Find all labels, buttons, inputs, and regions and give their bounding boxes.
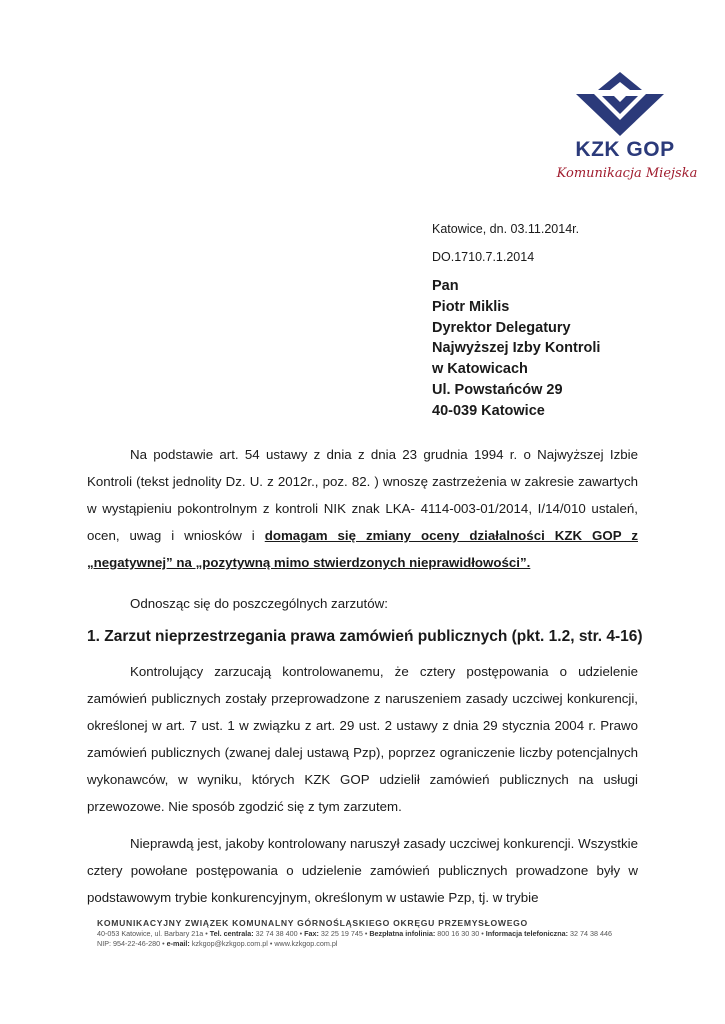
- recipient-line: Ul. Powstańców 29: [432, 381, 563, 398]
- logo-tagline: Komunikacja Miejska: [556, 166, 698, 181]
- footer-hotline: 800 16 30 30: [437, 929, 480, 938]
- footer-fax: 32 25 19 745: [320, 929, 363, 938]
- footer-info-label: Informacja telefoniczna:: [485, 929, 569, 938]
- intro-text: Na podstawie art. 54 ustawy z dnia z dnia 23 grudnia 1994 r. o Najwyższej Izbie Kontroli (tekst jednolity Dz. U. z 2012r., poz. 82. ) wnoszę zastrzeżenia w zakresie zawartych w wystąpieniu pokontrolnym z kontroli NIK znak LKA- 4114-003-01/2014, I/14/010 ustaleń, ocen, uwag i wniosków i: [87, 447, 638, 543]
- paragraph-1-text: Kontrolujący zarzucają kontrolowanemu, że cztery postępowania o udzielenie zamówień publicznych zostały przeprowadzone z naruszeniem zasady uczciwej konkurencji, określonej w art. 7 ust. 1 w związku z art. 29 ust. 2 ustawy z dnia 29 stycznia 2004 r. Prawo zamówień publicznych (zwanej dalej ustawą Pzp), poprzez ograniczenie liczby potencjalnych wykonawców, w wyniku, których KZK GOP udzielił zamówień publicznych na usługi przewozowe. Nie sposób zgodzić się z tym zarzutem.: [87, 664, 638, 814]
- kzk-gop-logo-mark-icon: [572, 72, 668, 136]
- section-heading: 1. Zarzut nieprzestrzegania prawa zamówień publicznych (pkt. 1.2, str. 4-16): [87, 628, 643, 645]
- footer-address: 40-053 Katowice, ul. Barbary 21a: [97, 929, 204, 938]
- paragraph-2-text: Nieprawdą jest, jakoby kontrolowany naruszył zasady uczciwej konkurencji. Wszystkie cztery powołane postępowania o udzielenie zamówień publicznych prowadzone były w podstawowym trybie konkurencyjnym, określonym w ustawie Pzp, tj. w trybie: [87, 836, 638, 905]
- transition-text: Odnosząc się do poszczególnych zarzutów:: [130, 596, 388, 611]
- footer-nip: NIP: 954-22-46-280: [97, 939, 161, 948]
- footer-org-name: KOMUNIKACYJNY ZWIĄZEK KOMUNALNY GÓRNOŚLĄSKIEGO OKRĘGU PRZEMYSŁOWEGO: [97, 918, 528, 928]
- logo-name: KZK GOP: [575, 138, 675, 161]
- footer-hotline-label: Bezpłatna infolinia:: [369, 929, 436, 938]
- footer-website[interactable]: www.kzkgop.com.pl: [274, 939, 338, 948]
- transition-paragraph: [87, 590, 638, 617]
- recipient-line: w Katowicach: [432, 361, 528, 378]
- kzk-gop-logo: [556, 72, 700, 192]
- recipient-line: Pan: [432, 278, 459, 294]
- recipient-address: [432, 276, 600, 422]
- intro-paragraph: [87, 441, 638, 576]
- intro-emphasis: domagam się zmiany oceny działalności KZK GOP z „negatywnej” na „pozytywną mimo stwierdzonych nieprawidłowości”.: [87, 528, 638, 570]
- paragraph-1: [87, 658, 638, 820]
- footer-email-label: e-mail:: [166, 939, 190, 948]
- footer-info: 32 74 38 446: [570, 929, 612, 938]
- date-line: Katowice, dn. 03.11.2014r.: [432, 222, 580, 236]
- footer-phone-label: Tel. centrala:: [209, 929, 254, 938]
- paragraph-2: [87, 830, 638, 911]
- footer-fax-label: Fax:: [304, 929, 319, 938]
- recipient-line: Najwyższej Izby Kontroli: [432, 340, 601, 357]
- recipient-line: 40-039 Katowice: [432, 402, 545, 419]
- footer-email[interactable]: kzkgop@kzkgop.com.pl: [191, 939, 268, 948]
- footer-phone: 32 74 38 400: [255, 929, 298, 938]
- reference-number: DO.1710.7.1.2014: [432, 250, 535, 264]
- footer-contact-line: 40-053 Katowice, ul. Barbary 21a • Tel. centrala: 32 74 38 400 • Fax: 32 25 19 745 • Bezpłatna infolinia: 800 16 30 30 • Informacja telefoniczna: 32 74 38 446: [97, 929, 612, 938]
- recipient-line: Piotr Miklis: [432, 298, 510, 315]
- footer-web-line: NIP: 954-22-46-280 • e-mail: kzkgop@kzkgop.com.pl • www.kzkgop.com.pl: [97, 939, 338, 948]
- recipient-line: Dyrektor Delegatury: [432, 319, 571, 336]
- letterhead-footer: [97, 918, 657, 948]
